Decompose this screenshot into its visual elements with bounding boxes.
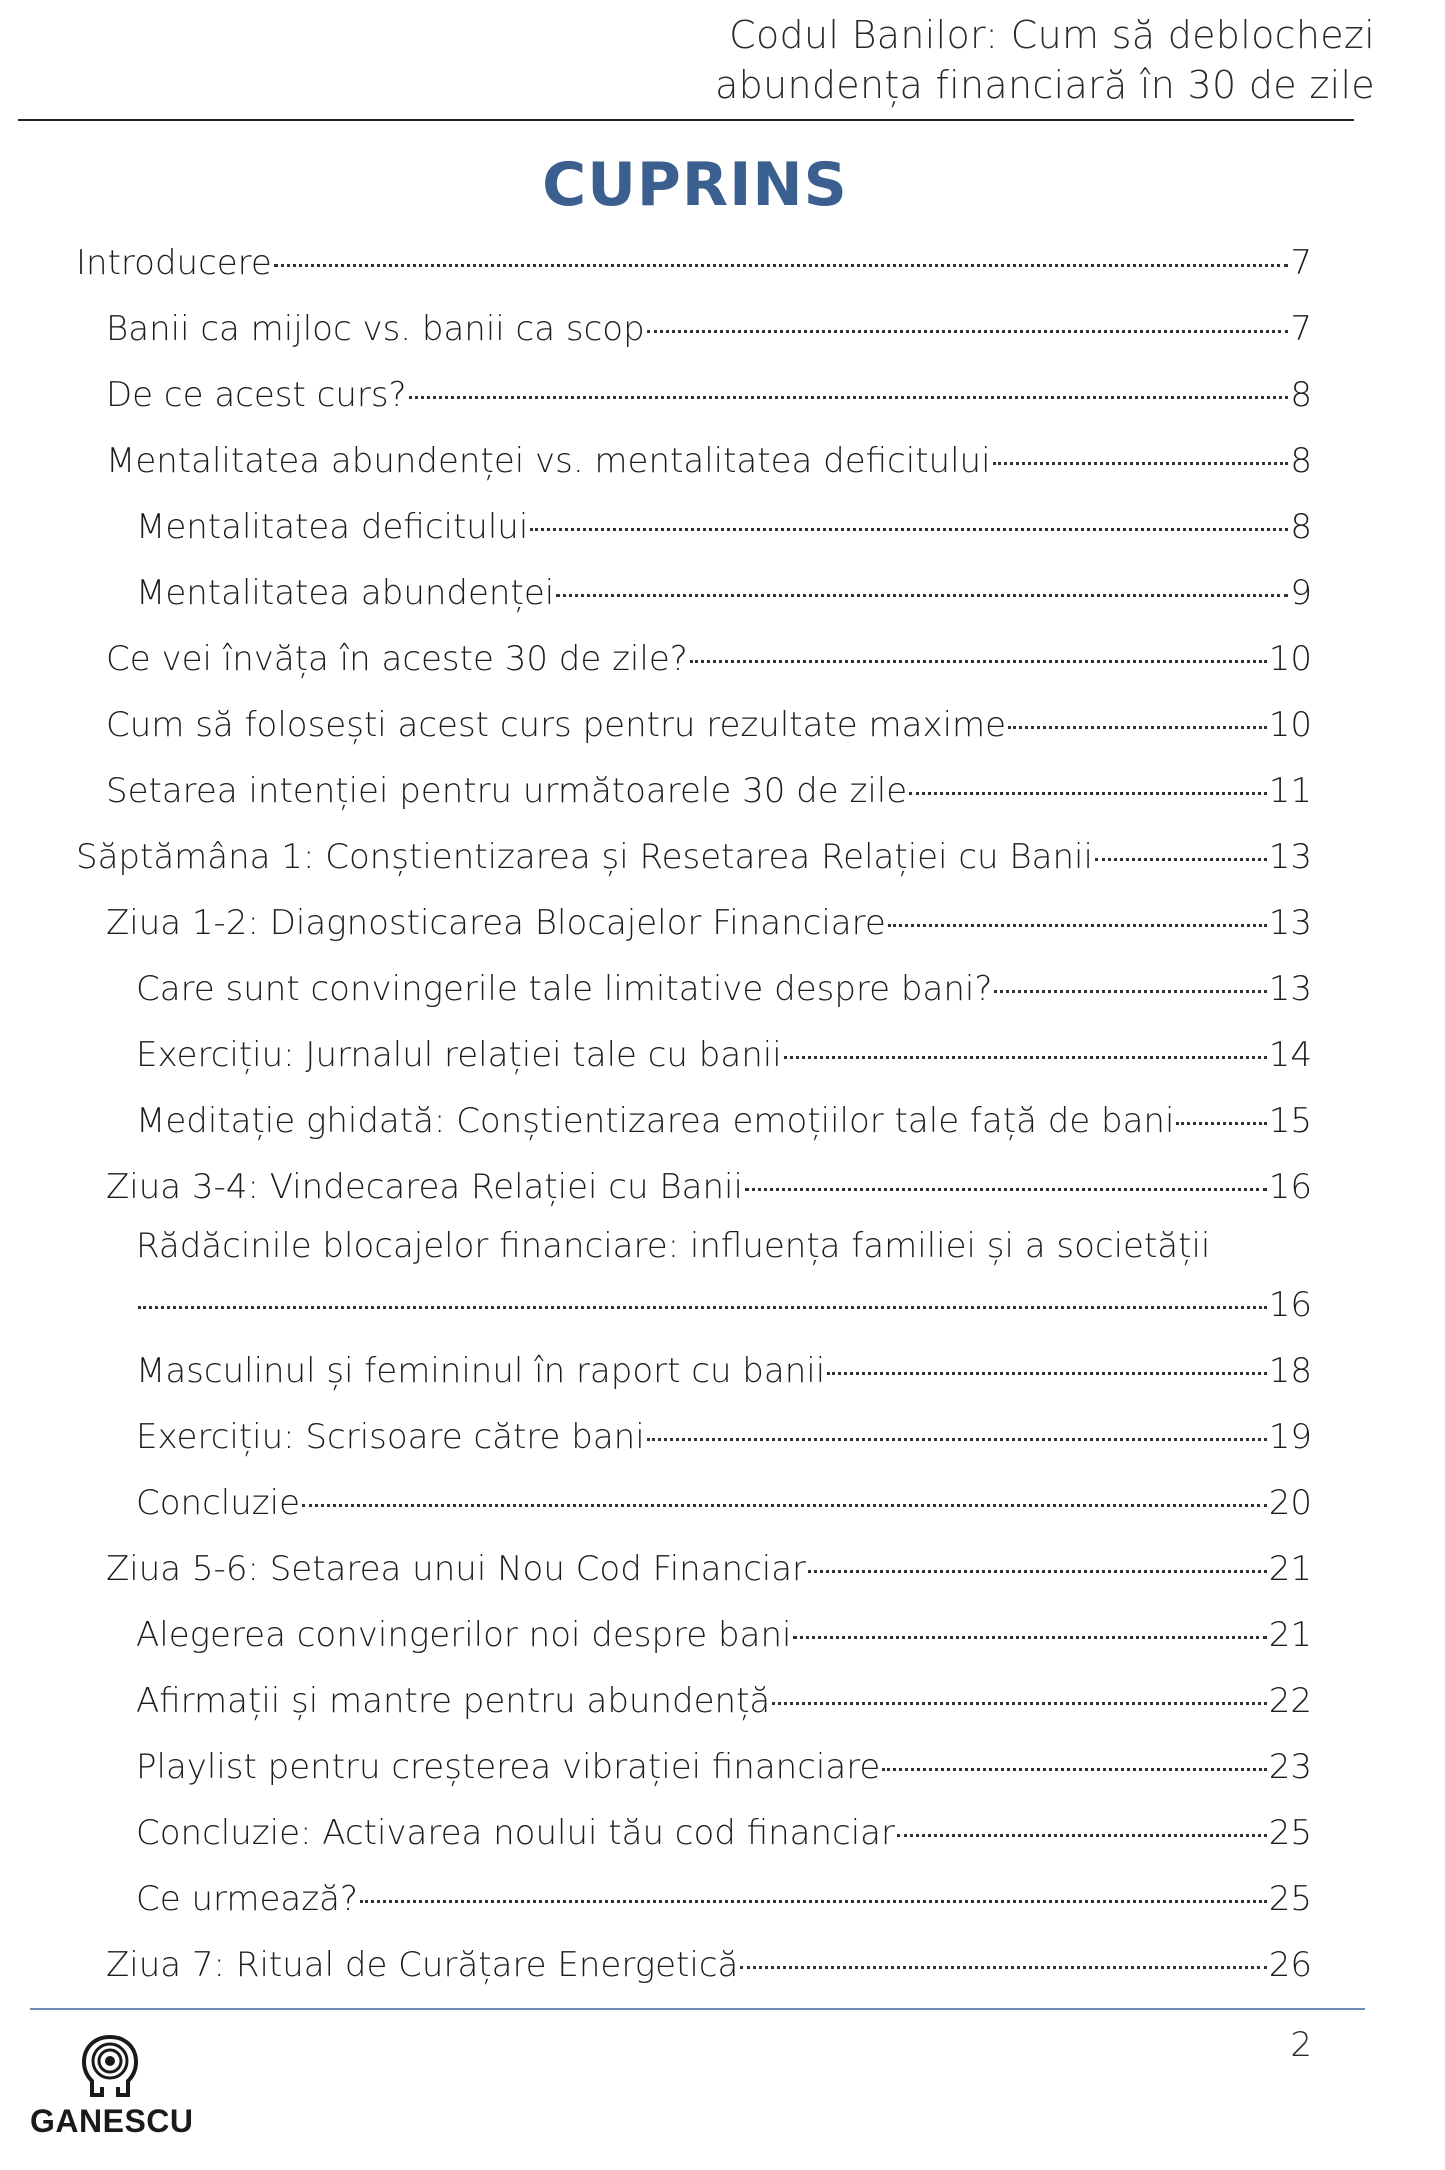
toc-entry bbox=[136, 560, 1312, 626]
header-divider bbox=[18, 119, 1354, 121]
toc-entry-page: 21 bbox=[1268, 1549, 1312, 1589]
toc-entry-page: 11 bbox=[1268, 771, 1312, 811]
toc-entry-page: 8 bbox=[1290, 507, 1312, 547]
toc-entry bbox=[106, 626, 1312, 692]
toc-entry bbox=[136, 1734, 1312, 1800]
toc-dot-leader bbox=[1095, 858, 1267, 861]
toc-entry-title: Ce vei învăța în aceste 30 de zile? bbox=[106, 639, 688, 679]
toc-heading: CUPRINS bbox=[542, 150, 848, 220]
toc-dot-leader bbox=[745, 1188, 1267, 1191]
toc-entry bbox=[76, 824, 1312, 890]
toc-entry bbox=[136, 1668, 1312, 1734]
toc-entry-title: Banii ca mijloc vs. banii ca scop bbox=[106, 309, 645, 349]
toc-entry-page: 13 bbox=[1268, 837, 1312, 877]
toc-entry bbox=[106, 1536, 1312, 1602]
toc-dot-leader bbox=[556, 594, 1288, 597]
toc-entry-title: Alegerea convingerilor noi despre bani bbox=[136, 1615, 792, 1655]
toc-entry bbox=[136, 1022, 1312, 1088]
toc-entry-title: Ziua 5-6: Setarea unui Nou Cod Financiar bbox=[106, 1549, 807, 1589]
logo-text: GANESCU bbox=[30, 2103, 194, 2139]
toc-dot-leader bbox=[138, 1306, 1267, 1309]
toc-entry-page: 15 bbox=[1268, 1101, 1312, 1141]
toc-entry-page: 25 bbox=[1268, 1879, 1312, 1919]
toc-entry-title: Mentalitatea abundenței vs. mentalitatea deficitului bbox=[106, 441, 991, 481]
toc-entry-title: Exercițiu: Scrisoare către bani bbox=[136, 1417, 645, 1457]
toc-entry-page: 7 bbox=[1290, 309, 1312, 349]
toc-entry-title: Ce urmează? bbox=[136, 1879, 358, 1919]
toc-entry-page: 7 bbox=[1290, 243, 1312, 283]
running-header bbox=[715, 10, 1375, 110]
toc-dot-leader bbox=[1008, 726, 1267, 729]
toc-dot-leader bbox=[897, 1834, 1267, 1837]
toc-dot-leader bbox=[274, 264, 1289, 267]
toc-entry-title: Masculinul și femininul în raport cu banii bbox=[136, 1351, 826, 1391]
toc-entry bbox=[106, 428, 1312, 494]
toc-entry bbox=[106, 362, 1312, 428]
toc-entry bbox=[136, 1088, 1312, 1154]
toc-entry-title: Playlist pentru creșterea vibrației financiare bbox=[136, 1747, 881, 1787]
toc-entry-page: 20 bbox=[1268, 1483, 1312, 1523]
toc-entry-page: 13 bbox=[1268, 969, 1312, 1009]
toc-entry-page: 8 bbox=[1290, 441, 1312, 481]
toc-entry-page: 8 bbox=[1290, 375, 1312, 415]
toc-entry-page: 10 bbox=[1268, 705, 1312, 745]
toc-dot-leader bbox=[647, 330, 1289, 333]
toc-entry-title: Rădăcinile blocajelor financiare: influența familiei și a societății bbox=[136, 1226, 1211, 1266]
toc-entry bbox=[106, 1932, 1312, 1998]
toc-dot-leader bbox=[888, 924, 1267, 927]
toc-dot-leader bbox=[360, 1900, 1267, 1903]
toc-entry bbox=[136, 1338, 1312, 1404]
toc-entry-title: Concluzie bbox=[136, 1483, 300, 1523]
toc-entry bbox=[106, 890, 1312, 956]
toc-entry-page: 14 bbox=[1268, 1035, 1312, 1075]
toc-entry bbox=[136, 494, 1312, 560]
toc-entry-title: Cum să folosești acest curs pentru rezultate maxime bbox=[106, 705, 1007, 745]
toc-entry bbox=[106, 758, 1312, 824]
toc-entry bbox=[136, 1404, 1312, 1470]
toc-dot-leader bbox=[530, 528, 1288, 531]
toc-entry-page: 16 bbox=[1268, 1285, 1312, 1325]
toc-dot-leader bbox=[690, 660, 1267, 663]
toc-entry-title: Exercițiu: Jurnalul relației tale cu banii bbox=[136, 1035, 782, 1075]
toc-entry-page: 13 bbox=[1268, 903, 1312, 943]
toc-entry-title: Afirmații și mantre pentru abundență bbox=[136, 1681, 771, 1721]
running-header-line-2: abundența financiară în 30 de zile bbox=[715, 63, 1375, 107]
toc-entry bbox=[106, 296, 1312, 362]
toc-entry bbox=[136, 1602, 1312, 1668]
toc-entry-page: 9 bbox=[1290, 573, 1312, 613]
toc-entry-page: 18 bbox=[1268, 1351, 1312, 1391]
toc-entry-title: De ce acest curs? bbox=[106, 375, 407, 415]
toc-entry bbox=[136, 1220, 1312, 1338]
publisher-logo bbox=[30, 2033, 194, 2143]
toc-entry-page: 26 bbox=[1268, 1945, 1312, 1985]
toc-entry-title: Introducere bbox=[76, 243, 272, 283]
toc-dot-leader bbox=[409, 396, 1289, 399]
toc-entry-title: Mentalitatea deficitului bbox=[136, 507, 529, 547]
toc-entry bbox=[136, 1800, 1312, 1866]
toc-entry-title: Meditație ghidată: Conștientizarea emoțiilor tale față de bani bbox=[136, 1101, 1175, 1141]
toc-entry bbox=[136, 1866, 1312, 1932]
toc-dot-leader bbox=[993, 462, 1289, 465]
toc-dot-leader bbox=[882, 1768, 1266, 1771]
toc-entry-page: 21 bbox=[1268, 1615, 1312, 1655]
toc-entry bbox=[76, 230, 1312, 296]
toc-dot-leader bbox=[994, 990, 1266, 993]
toc-dot-leader bbox=[808, 1570, 1267, 1573]
toc-entry-title: Ziua 1-2: Diagnosticarea Blocajelor Financiare bbox=[106, 903, 886, 943]
toc-entry bbox=[106, 1154, 1312, 1220]
toc-entry-page: 25 bbox=[1268, 1813, 1312, 1853]
toc-dot-leader bbox=[647, 1438, 1267, 1441]
toc-entry-page: 22 bbox=[1268, 1681, 1312, 1721]
page-number: 2 bbox=[1290, 2025, 1312, 2065]
toc-entry-page: 10 bbox=[1268, 639, 1312, 679]
toc-entry-page: 16 bbox=[1268, 1167, 1312, 1207]
toc-entry-page: 23 bbox=[1268, 1747, 1312, 1787]
toc-entry bbox=[136, 1470, 1312, 1536]
toc-entry-title: Setarea intenției pentru următoarele 30 de zile bbox=[106, 771, 908, 811]
toc-dot-leader bbox=[740, 1966, 1266, 1969]
toc-entry bbox=[106, 692, 1312, 758]
footer-divider bbox=[30, 2008, 1365, 2010]
head-spiral-logo-icon bbox=[78, 2033, 142, 2099]
toc-dot-leader bbox=[784, 1056, 1267, 1059]
toc-dot-leader bbox=[827, 1372, 1267, 1375]
toc-entry-title: Care sunt convingerile tale limitative despre bani? bbox=[136, 969, 993, 1009]
toc-entry-title: Mentalitatea abundenței bbox=[136, 573, 555, 613]
toc-dot-leader bbox=[302, 1504, 1267, 1507]
toc-entry-title: Concluzie: Activarea noului tău cod financiar bbox=[136, 1813, 895, 1853]
toc-dot-leader bbox=[909, 792, 1267, 795]
toc-entry-title: Săptămâna 1: Conștientizarea și Resetarea Relației cu Banii bbox=[76, 837, 1093, 877]
toc-dot-leader bbox=[772, 1702, 1266, 1705]
running-header-line-1: Codul Banilor: Cum să deblochezi bbox=[729, 13, 1375, 57]
toc-dot-leader bbox=[1176, 1122, 1266, 1125]
toc-entry bbox=[136, 956, 1312, 1022]
toc-dot-leader bbox=[793, 1636, 1266, 1639]
toc-entry-title: Ziua 7: Ritual de Curățare Energetică bbox=[106, 1945, 739, 1985]
toc-entry-title: Ziua 3-4: Vindecarea Relației cu Banii bbox=[106, 1167, 743, 1207]
toc-entry-page: 19 bbox=[1268, 1417, 1312, 1457]
